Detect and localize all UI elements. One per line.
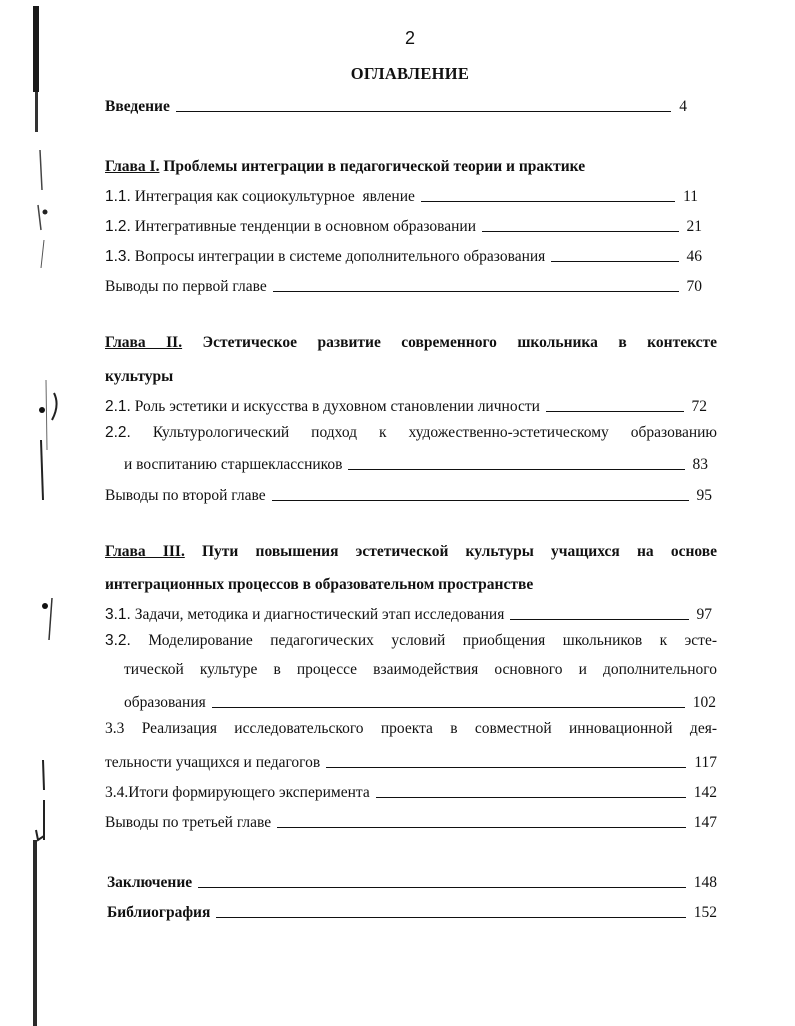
chapter-1-number: Глава I. [105,158,160,175]
page-number: 2 [404,28,415,48]
dotted-leader [551,261,678,262]
chapter-1-heading [105,154,585,176]
dotted-leader [482,231,678,232]
chapter-3-heading-line2: интеграционных процессов в образовательном пространстве [105,576,534,593]
toc-title: ОГЛАВЛЕНИЕ [350,64,470,83]
toc-entry-2-1: 2.1. Роль эстетики и искусства в духовном становлении личности 72 [105,398,707,415]
toc-page-number: 4 [679,98,687,115]
chapter-3-heading: Глава III. Пути повышения эстетической культуры учащихся на основе [105,543,718,560]
toc-entry-3-1: 3.1. Задачи, методика и диагностический этап исследования 97 [105,606,712,623]
toc-entry-2-2-line2: и воспитанию старшеклассников 83 [124,456,708,473]
toc-entry-1-1: 1.1. Интеграция как социокультурное явление 11 [105,188,698,205]
dotted-leader [546,411,684,412]
toc-entry-1-3: 1.3. Вопросы интеграции в системе дополнительного образования 46 [105,248,702,265]
dotted-leader [421,201,675,202]
toc-entry-introduction [105,94,687,116]
dotted-leader [348,469,684,470]
toc-entry-chapter-2-conclusion: Выводы по второй главе 95 [105,487,712,504]
toc-entry-chapter-1-conclusion: Выводы по первой главе 70 [105,278,702,295]
dotted-leader [277,827,686,828]
dotted-leader [216,917,685,918]
toc-entry-conclusion: Заключение 148 [107,874,717,891]
toc-entry-bibliography: Библиография 152 [107,904,717,921]
dotted-leader [326,767,686,768]
dotted-leader [212,707,685,708]
scan-margin-artifact [0,0,60,1026]
toc-entry-2-2-line1: 2.2. Культурологический подход к художественно-эстетическому образованию [105,424,717,441]
toc-entry-3-2-line1: 3.2. Моделирование педагогических условий приобщения школьников к эсте- [105,632,717,649]
dotted-leader [376,797,686,798]
toc-entry-3-3-line1: 3.3 Реализация исследовательского проекта в совместной инновационной дея- [105,720,717,737]
dotted-leader [176,111,671,112]
toc-entry-3-2-line2: тической культуре в процессе взаимодействия основного и дополнительного [124,661,717,678]
dotted-leader [198,887,686,888]
toc-entry-1-2: 1.2. Интегративные тенденции в основном образовании 21 [105,218,702,235]
chapter-1-title: Проблемы интеграции в педагогической теории и практике [159,158,586,175]
dotted-leader [272,500,689,501]
dotted-leader [510,619,688,620]
toc-entry-3-3-line2: тельности учащихся и педагогов 117 [105,754,717,771]
chapter-2-heading: Глава II. Эстетическое развитие современного школьника в контексте [105,334,717,351]
toc-entry-label: Введение [105,98,170,115]
toc-entry-3-2-line3: образования 102 [124,694,716,711]
toc-entry-chapter-3-conclusion: Выводы по третьей главе 147 [105,814,717,831]
dotted-leader [273,291,679,292]
toc-entry-3-4: 3.4.Итоги формирующего эксперимента 142 [105,784,717,801]
chapter-2-heading-line2: культуры [105,368,174,385]
